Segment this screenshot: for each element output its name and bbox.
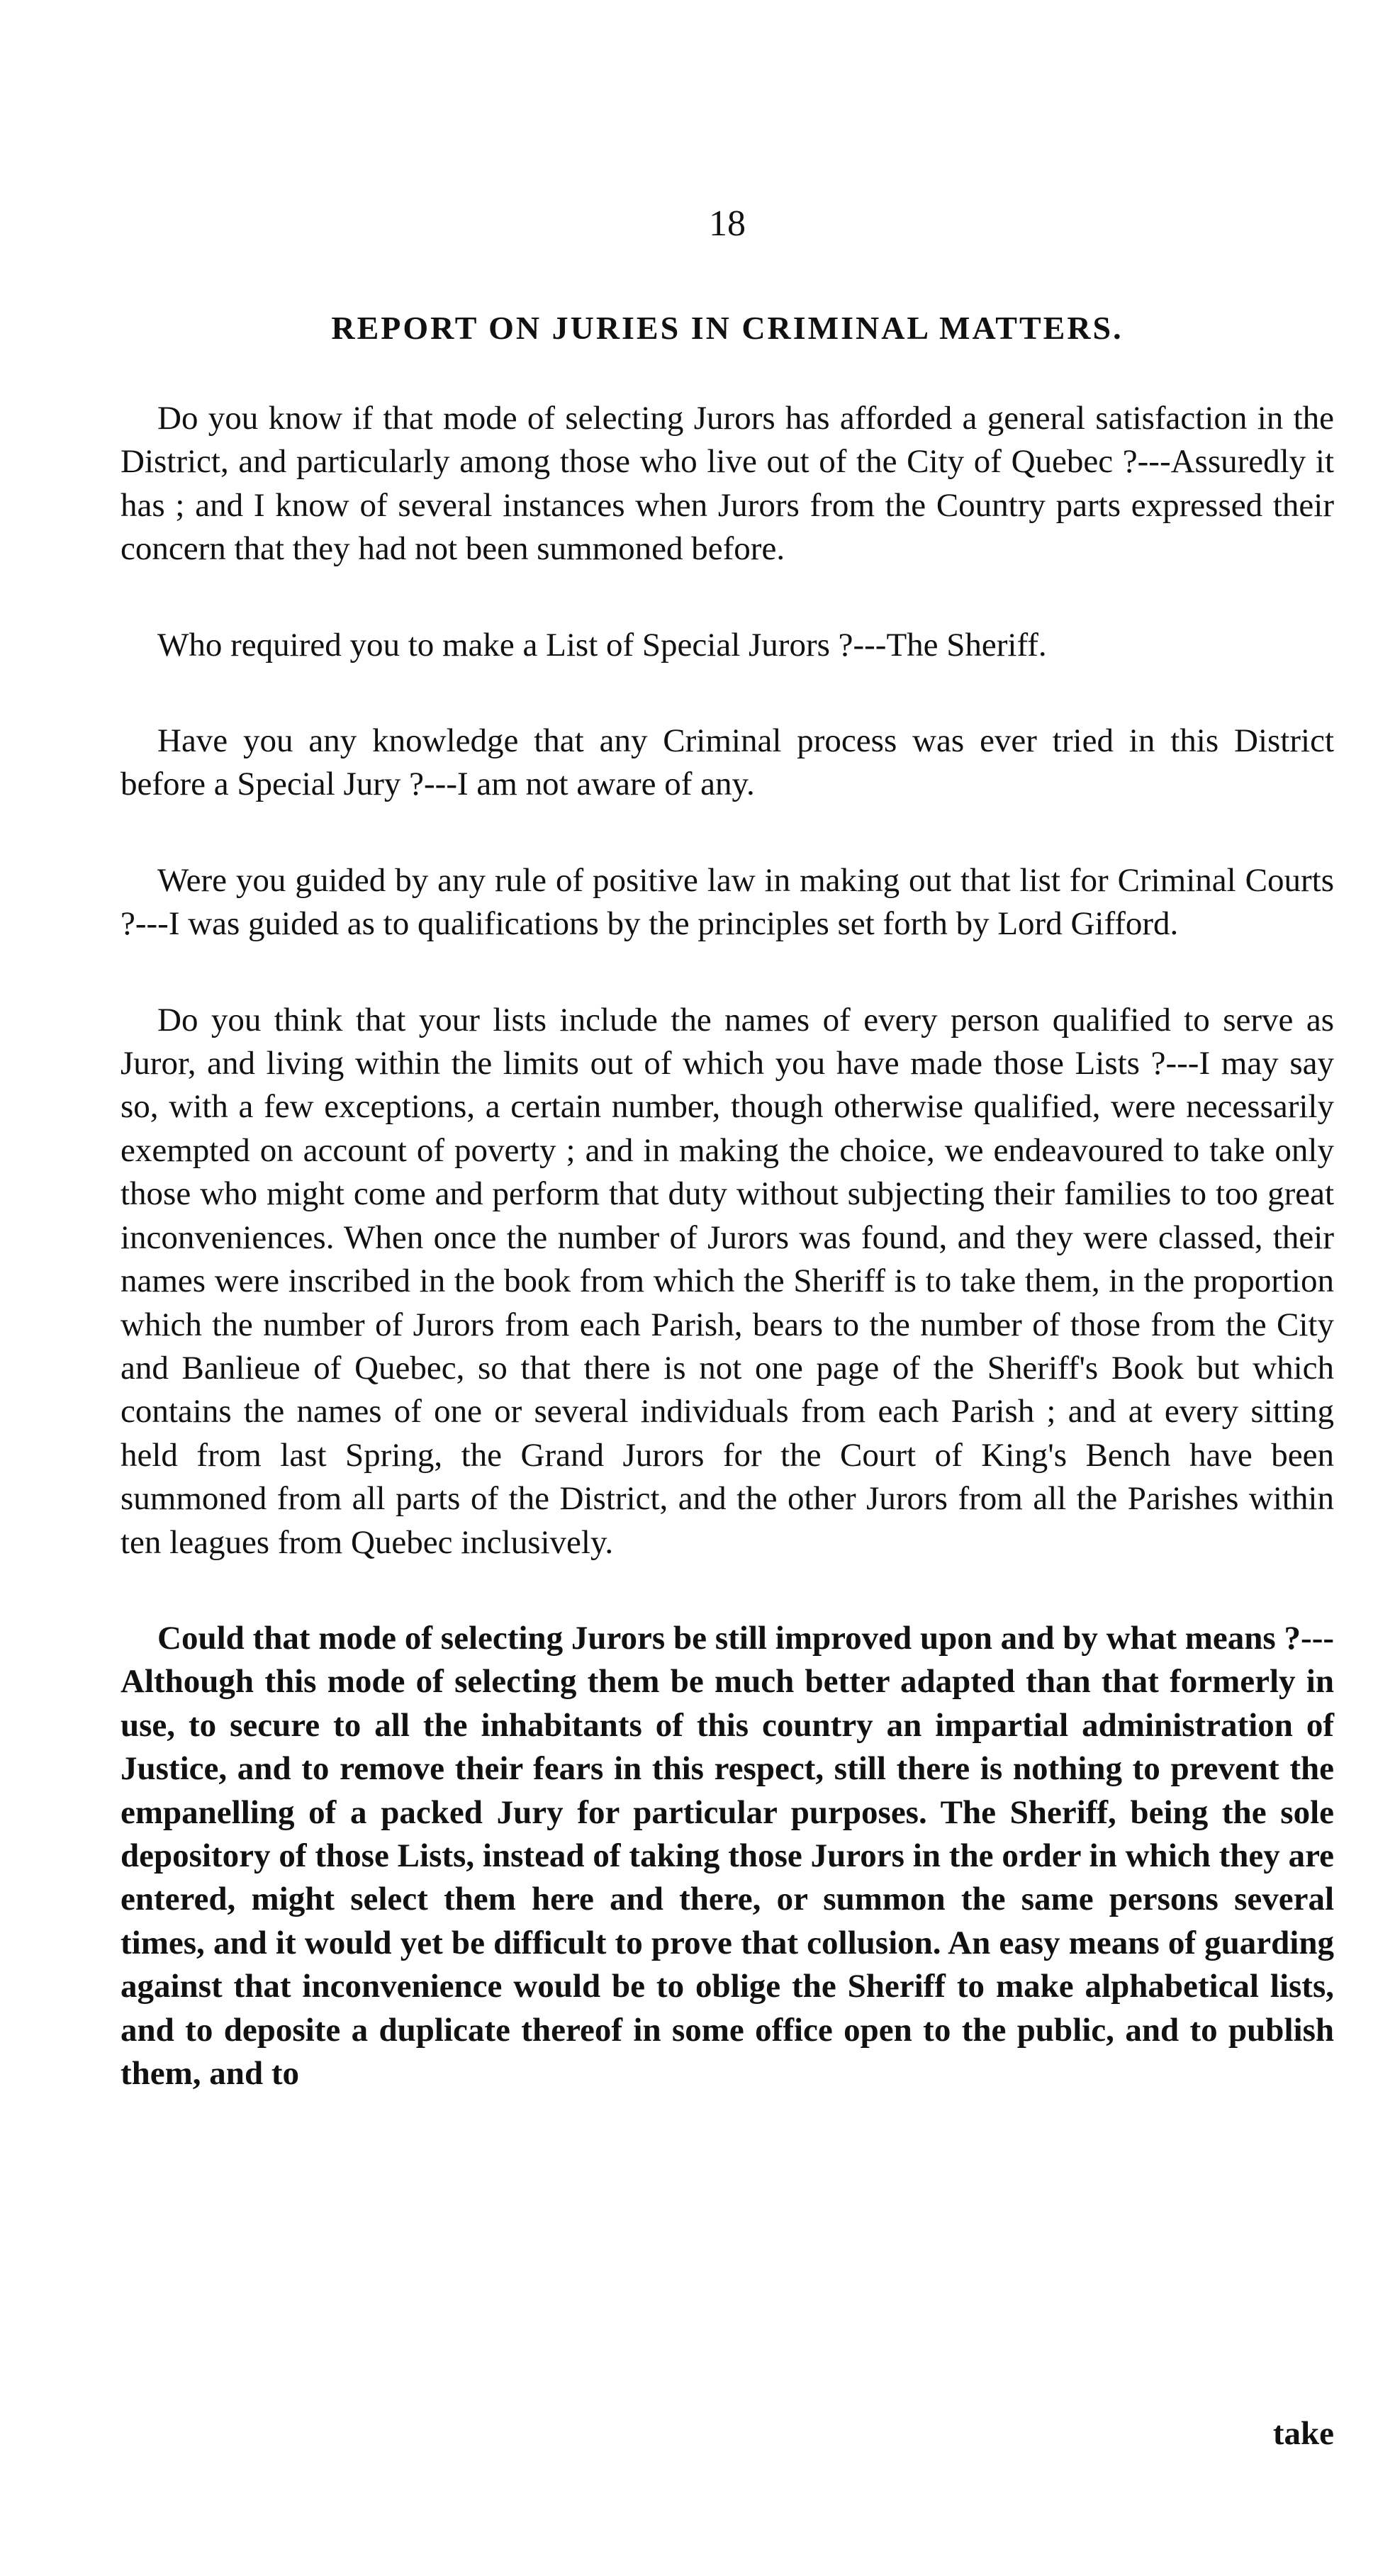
paragraph-6: Could that mode of selecting Jurors be still improved upon and by what means ?---Although this mode of selecting them be much better adapted than that formerly in use, to secure to all the inhabitants of this country an impartial administration of Justice, and to remove their fears in this respect, still there is nothing to prevent the empanelling of a packed Jury for particular purposes. The Sheriff, being the sole depository of those Lists, instead of taking those Jurors in the order in which they are entered, might select them here and there, or summon the same persons several times, and it would yet be difficult to prove that collusion. An easy means of guarding against that inconvenience would be to oblige the Sheriff to make alphabetical lists, and to deposite a duplicate thereof in some office open to the public, and to publish them, and to (121, 1619, 1334, 2092)
document-page (121, 0, 1334, 2576)
catchword: take (1272, 2415, 1334, 2452)
body-text (121, 397, 1334, 2148)
paragraph-5: Do you think that your lists include the names of every person qualified to serve as Juror, and living within the limits out of which you have made those Lists ?---I may say so, with a few exceptions, a certain number, though otherwise qualified, were necessarily exempted on account of poverty ; and in making the choice, we endeavoured to take only those who might come and perform that duty without subjecting their families to too great inconveniences. When once the number of Jurors was found, and they were classed, their names were inscribed in the book from which the Sheriff is to take them, in the proportion which the number of Jurors from each Parish, bears to the number of those from the City and Banlieue of Quebec, so that there is not one page of the Sheriff's Book but which contains the names of one or several individuals from each Parish ; and at every sitting held from last Spring, the Grand Jurors for the Court of King's Bench have been summoned from all parts of the District, and the other Jurors from all the Parishes within ten leagues from Quebec inclusively. (121, 1001, 1334, 1561)
running-title: REPORT ON JURIES IN CRIMINAL MATTERS. (331, 310, 1124, 346)
paragraph-2: Who required you to make a List of Special Jurors ?---The Sheriff. (157, 626, 1047, 663)
paragraph-1: Do you know if that mode of selecting Jurors has afforded a general satisfaction in the District, and particularly among those who live out of the City of Quebec ?---Assuredly it has ; and I know of several instances when Jurors from the Country parts expressed their concern that they had not been summoned before. (121, 400, 1334, 568)
paragraph-3: Have you any knowledge that any Criminal process was ever tried in this District before a Special Jury ?---I am not aware of any. (121, 722, 1334, 803)
page-number: 18 (709, 203, 746, 244)
paragraph-4: Were you guided by any rule of positive law in making out that list for Criminal Courts ?---I was guided as to qualifications by the principles set forth by Lord Gifford. (121, 861, 1334, 943)
